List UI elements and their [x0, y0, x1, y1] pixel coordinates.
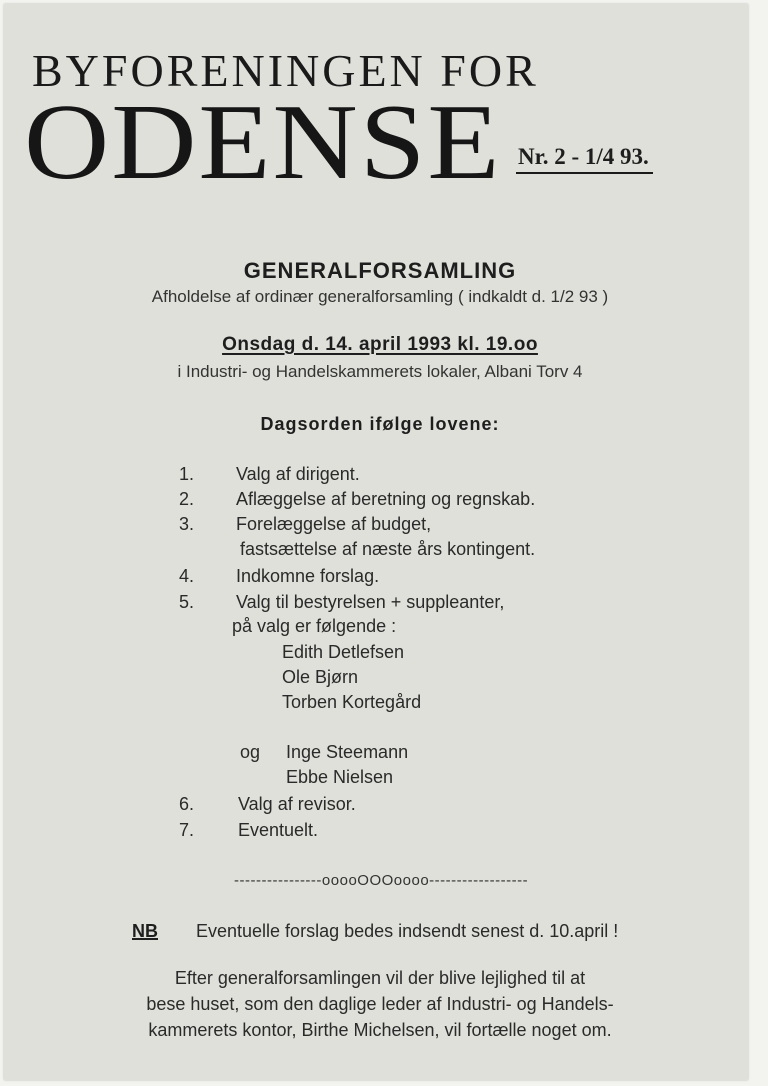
closing-line: Efter generalforsamlingen vil der blive lejlighed til at	[174, 968, 586, 988]
issue-number: Nr. 2 - 1/4 93.	[516, 144, 653, 174]
agenda-item-text: Valg af revisor.	[238, 794, 356, 814]
agenda-item-number: 7.	[178, 820, 194, 840]
agenda-item-text: Indkomne forslag.	[236, 566, 380, 586]
nb-text: Eventuelle forslag bedes indsendt senest d. 10.april !	[196, 921, 619, 941]
candidate-name: Ole Bjørn	[282, 667, 359, 687]
agenda-item-text: Valg til bestyrelsen + suppleanter,	[236, 592, 505, 612]
agenda-item-text: Valg af dirigent.	[236, 464, 360, 484]
meeting-heading: GENERALFORSAMLING	[243, 258, 517, 283]
agenda-item-text: på valg er følgende :	[232, 616, 397, 636]
agenda-item-number: 3.	[178, 514, 194, 534]
meeting-venue: i Industri- og Handelskammerets lokaler, Albani Torv 4	[177, 362, 583, 381]
candidate-name: Ebbe Nielsen	[286, 767, 394, 787]
masthead-line1: BYFORENINGEN FOR	[32, 45, 539, 96]
candidate-name: Inge Steemann	[286, 742, 409, 762]
meeting-date-text: Onsdag d. 14. april 1993 kl. 19.oo	[222, 334, 538, 355]
candidate-name: Torben Kortegård	[282, 692, 422, 712]
masthead-city: ODENSE	[24, 81, 502, 203]
agenda-item-number: 2.	[178, 489, 194, 509]
agenda-item-text: Aflæggelse af beretning og regnskab.	[236, 489, 536, 509]
closing-line: kammerets kontor, Birthe Michelsen, vil fortælle noget om.	[148, 1020, 612, 1040]
agenda-conjunction: og	[240, 742, 261, 762]
agenda-item-text: Forelæggelse af budget,	[236, 514, 432, 534]
candidate-name: Edith Detlefsen	[282, 642, 405, 662]
nb-label: NB	[132, 921, 158, 941]
meeting-subtitle: Afholdelse af ordinær generalforsamling ( indkaldt d. 1/2 93 )	[151, 287, 609, 306]
closing-line: bese huset, som den daglige leder af Industri- og Handels-	[146, 994, 614, 1014]
agenda-title: Dagsorden ifølge lovene:	[260, 414, 500, 434]
agenda-item-number: 4.	[178, 566, 194, 586]
agenda-item-number: 5.	[178, 592, 194, 612]
agenda-item-number: 1.	[178, 464, 194, 484]
separator-line: ----------------ooooOOOoooo------------------	[234, 872, 529, 889]
agenda-item-text: Eventuelt.	[238, 820, 319, 840]
agenda-item-number: 6.	[178, 794, 194, 814]
agenda-item-text: fastsættelse af næste års kontingent.	[240, 539, 536, 559]
meeting-date	[0, 334, 760, 356]
